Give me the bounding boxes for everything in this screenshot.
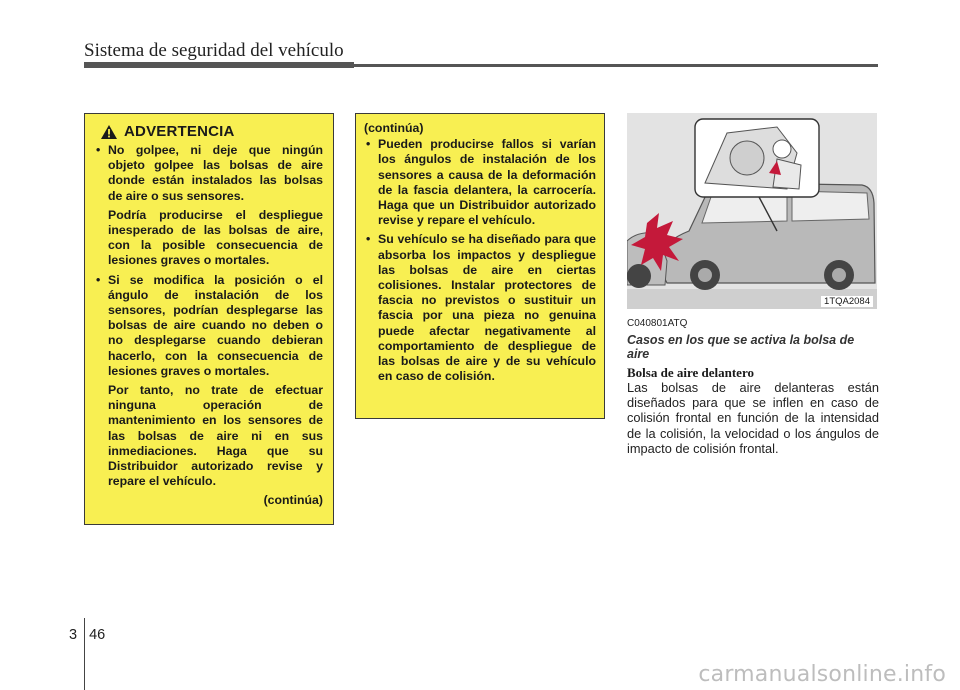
warning-item xyxy=(364,232,596,384)
continued-label: (continúa) xyxy=(364,121,424,135)
section-code: C040801ATQ xyxy=(627,318,688,329)
section-body: Las bolsas de aire delanteras están diseñados para que se inflen en caso de colisión frontal en función de la intensidad de la colisión, la velocidad o los ángulos de impacto de colisión frontal. xyxy=(627,380,879,456)
page-number-value: 46 xyxy=(89,627,106,643)
warning-title: ADVERTENCIA xyxy=(124,123,235,141)
section-heading: Bolsa de aire delantero xyxy=(627,365,754,380)
warning-item xyxy=(94,143,323,204)
collision-scene xyxy=(627,113,877,309)
warning-list-3 xyxy=(364,137,596,384)
warning-box-2 xyxy=(355,113,605,419)
warning-list-1 xyxy=(94,143,323,204)
page-header-title: Sistema de seguridad del vehículo xyxy=(84,40,344,61)
warning-item xyxy=(94,273,323,379)
warning-item xyxy=(364,137,596,228)
warning-list-2 xyxy=(94,273,323,379)
warning-box-1 xyxy=(84,113,334,525)
page-number xyxy=(69,627,105,643)
section-subtitle: Casos en los que se activa la bolsa de aire xyxy=(627,333,855,361)
warning-item-text: Pueden producirse fallos si varían los ángulos de instalación de los sensores a causa de la deformación de la fascia delantera, la carrocería. Haga que un Distribuidor autorizado revise y repare el vehículo. xyxy=(378,137,596,228)
illustration-code: 1TQA2084 xyxy=(821,296,873,307)
warning-item-text: Su vehículo se ha diseñado para que absorba los impactos y despliegue las bolsas de aire en ciertas colisiones. Instalar protectores de fascia no previstos o sustituir un fascia por una pieza no genuina puede afectar negativamente al comportamiento de despliegue de las bolsas de aire y de su vehículo en caso de colisión. xyxy=(378,232,596,384)
watermark: carmanualsonline.info xyxy=(698,662,946,687)
warning-triangle-icon xyxy=(100,124,118,140)
header-rule-accent xyxy=(84,62,354,68)
warning-item-text: No golpee, ni deje que ningún objeto golpee las bolsas de aire donde están instalados las bolsas de aire o sus sensores. xyxy=(108,143,323,203)
warning-paragraph: Podría producirse el despliegue inesperado de las bolsas de aire, con la posible consecuencia de lesiones graves o mortales. xyxy=(108,207,323,268)
continues-label: (continúa) xyxy=(263,493,323,508)
collision-illustration xyxy=(627,113,877,309)
chapter-number: 3 xyxy=(69,627,78,643)
warning-paragraph: Por tanto, no trate de efectuar ninguna operación de mantenimiento en los sensores de las bolsas de aire ni en sus inmediaciones. Haga que su Distribuidor autorizado revise y repare el vehículo. xyxy=(108,383,323,489)
warning-heading xyxy=(100,124,323,140)
warning-item-text: Si se modifica la posición o el ángulo de instalación de los sensores, podrían desplegarse las bolsas de aire cuando no deben o no desplegarse cuando debieran hacerlo, con la consecuencia de lesiones graves o mortales. xyxy=(108,272,323,378)
